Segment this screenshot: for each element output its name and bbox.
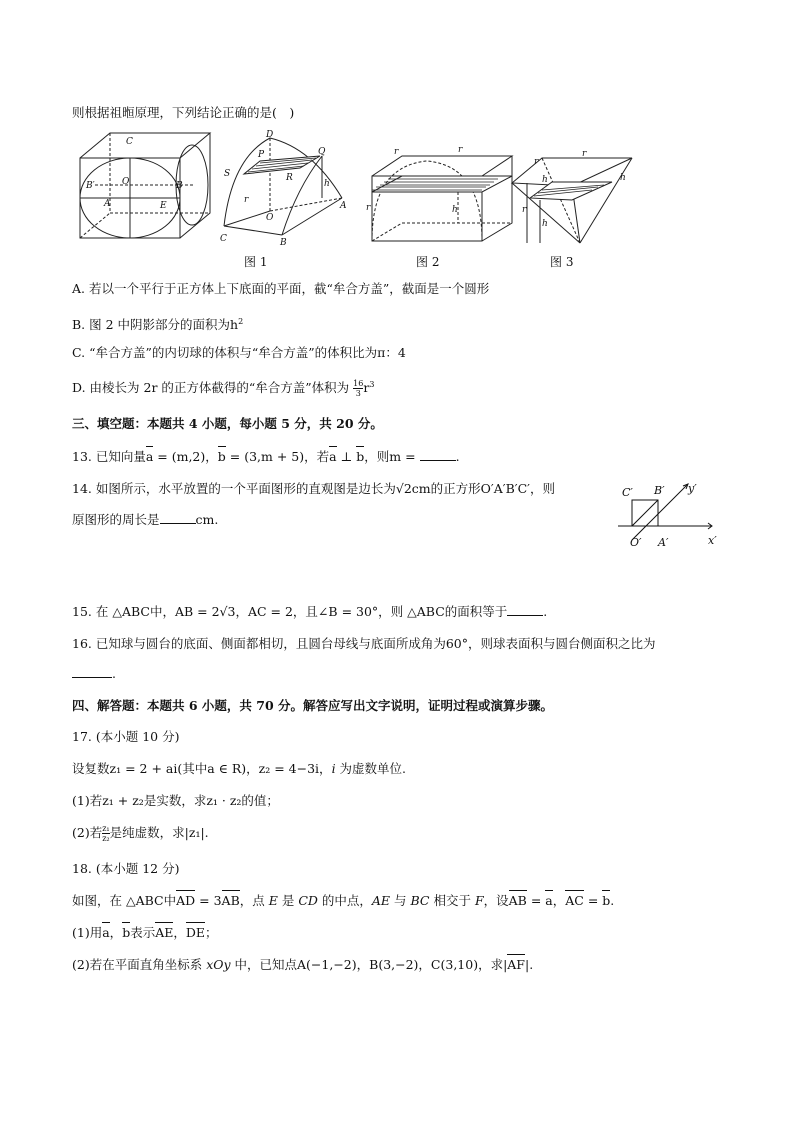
label-b-prime: B′: [654, 484, 665, 497]
svg-text:D: D: [266, 130, 274, 140]
svg-text:r: r: [458, 145, 463, 155]
svg-text:h: h: [620, 173, 626, 183]
svg-text:B: B: [280, 238, 287, 248]
question-14-line2: 原图形的周长是 cm.: [72, 512, 219, 527]
svg-text:r: r: [394, 147, 399, 157]
label-o-prime: O′: [630, 536, 642, 549]
svg-text:h: h: [324, 179, 330, 189]
answer-blank: [420, 448, 456, 461]
svg-text:r: r: [534, 157, 539, 167]
figures-group: [72, 128, 642, 273]
figures-svg: [72, 128, 642, 273]
choice-a: A. 若以一个平行于正方体上下底面的平面，截“牟合方盖”，截面是一个圆形: [72, 281, 490, 296]
label-a-prime: A′: [658, 536, 669, 549]
svg-text:O: O: [122, 177, 130, 187]
svg-text:h: h: [542, 175, 548, 185]
question-14-line1: 14. 如图所示，水平放置的一个平面图形的直观图是边长为√2cm的正方形O′A′B′C′，则: [72, 481, 556, 496]
svg-text:C: C: [220, 234, 227, 244]
svg-text:R: R: [286, 173, 293, 183]
section-4-heading: 四、解答题：本题共 6 小题，共 70 分。解答应写出文字说明，证明过程或演算步骤。: [72, 698, 554, 713]
svg-text:O: O: [266, 213, 274, 223]
choice-b: B. 图 2 中阴影部分的面积为$h^2$: [72, 317, 244, 333]
svg-text:r: r: [366, 203, 371, 213]
question-18-stem: 如图，在 △ABC中AD = 3AB，点 E 是 CD 的中点，AE 与 BC 相交于 F，设AB = a，AC = b.: [72, 893, 615, 908]
fraction-z1-z2: $\frac{\text{z₁}}{\text{z₂}}$: [102, 824, 110, 843]
choice-d: D. 由棱长为 2r 的正方体截得的“牟合方盖”体积为 $\frac{16}{3}$ $r^3$: [72, 379, 375, 399]
svg-text:r: r: [522, 205, 527, 215]
svg-text:P: P: [258, 150, 265, 160]
question-16: 16. 已知球与圆台的底面、侧面都相切，且圆台母线与底面所成角为60°，则球表面积与圆台侧面积之比为: [72, 636, 656, 651]
svg-text:S: S: [224, 169, 231, 179]
label-c-prime: C′: [622, 486, 633, 499]
question-18-header: 18. (本小题 12 分): [72, 861, 180, 876]
answer-blank: [72, 665, 112, 678]
fig1-caption: 图 1: [244, 255, 268, 269]
svg-text:E: E: [160, 201, 167, 211]
svg-text:C: C: [126, 137, 133, 147]
answer-blank: [507, 603, 543, 616]
question-18-part2: (2)若在平面直角坐标系 xOy 中，已知点A(−1,−2)，B(3,−2)，C(3,10)，求|AF|.: [72, 957, 534, 972]
fraction-16-3: $\frac{16}{3}$: [353, 379, 364, 399]
svg-text:A: A: [104, 199, 111, 209]
svg-text:A: A: [340, 201, 347, 211]
svg-text:B′: B′: [86, 181, 95, 191]
question-17-header: 17. (本小题 10 分): [72, 729, 180, 744]
svg-text:h: h: [542, 219, 548, 229]
question-16-blank: .: [72, 665, 116, 683]
answer-blank: [160, 511, 196, 524]
label-x-prime: x′: [708, 534, 717, 547]
choice-c: C. “牟合方盖”的内切球的体积与“牟合方盖”的体积比为π：4: [72, 345, 406, 360]
q14-figure-svg: [612, 478, 732, 553]
section-3-heading: 三、填空题：本题共 4 小题，每小题 5 分，共 20 分。: [72, 416, 383, 431]
question-17-part2: (2)若 $\frac{\text{z₁}}{\text{z₂}}$ 是纯虚数，求|z₁|.: [72, 824, 209, 843]
question-17-stem: 设复数z₁ = 2 + ai(其中a ∈ R)，z₂ = 4−3i，i 为虚数单位.: [72, 761, 407, 776]
svg-text:B: B: [176, 181, 183, 191]
svg-text:r: r: [582, 149, 587, 159]
label-y-prime: y′: [688, 482, 697, 495]
fig3-caption: 图 3: [550, 255, 574, 269]
svg-text:h: h: [452, 205, 458, 215]
question-17-part1: (1)若z₁ + z₂是实数，求z₁ · z₂的值；: [72, 793, 279, 808]
question-13: 13. 已知向量a = (m,2)，b = (3,m + 5)，若a ⊥ b，则m = .: [72, 449, 460, 464]
svg-text:Q: Q: [318, 147, 326, 157]
question-18-part1: (1)用a，b表示AE，DE；: [72, 925, 218, 940]
q14-figure: [612, 478, 732, 553]
svg-text:r: r: [244, 195, 249, 205]
question-intro: 则根据祖暅原理，下列结论正确的是( ): [72, 105, 295, 120]
question-15: 15. 在 △ABC中，AB = 2√3，AC = 2，且∠B = 30°，则 △ABC的面积等于 .: [72, 604, 548, 619]
fig2-caption: 图 2: [416, 255, 440, 269]
